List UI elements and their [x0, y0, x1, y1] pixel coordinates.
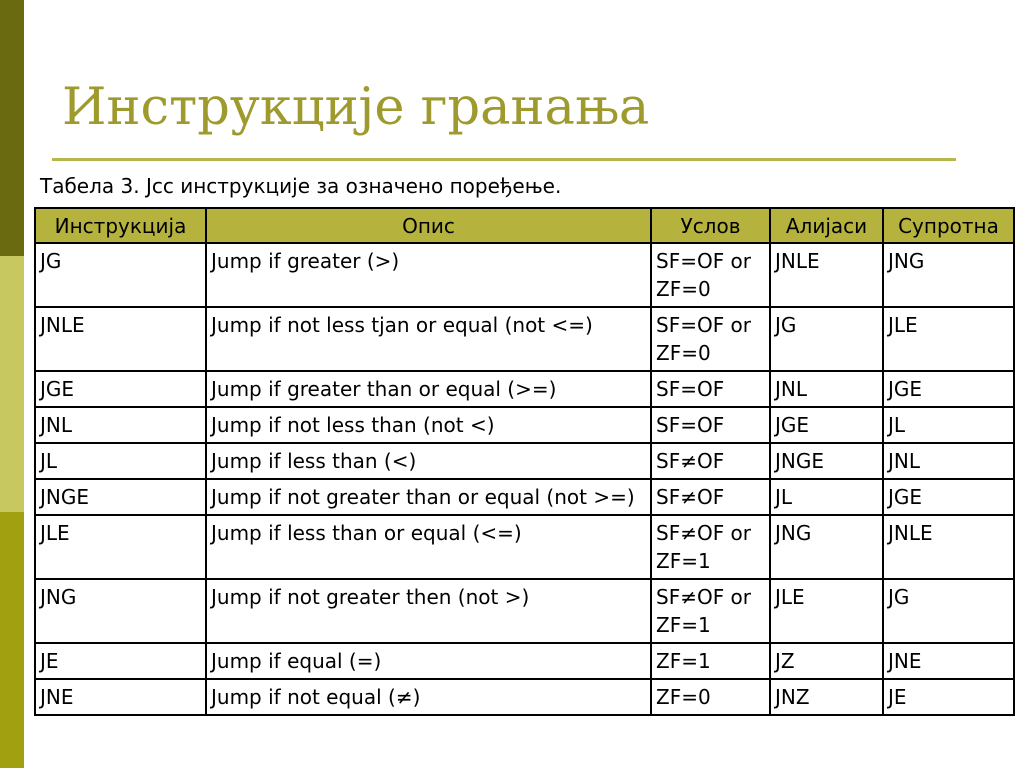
cell-description: Jump if equal (=): [206, 643, 651, 679]
cell-alias: JZ: [770, 643, 883, 679]
cell-opposite: JLE: [883, 307, 1014, 371]
cell-alias: JNG: [770, 515, 883, 579]
table-row: [35, 307, 1014, 371]
cell-description: Jump if greater than or equal (>=): [206, 371, 651, 407]
cell-instruction: JE: [35, 643, 206, 679]
cell-description: Jump if less than or equal (<=): [206, 515, 651, 579]
cell-condition: ZF=0: [651, 679, 770, 715]
cell-description: Jump if less than (<): [206, 443, 651, 479]
cell-opposite: JNLE: [883, 515, 1014, 579]
cell-opposite: JGE: [883, 479, 1014, 515]
header-condition: Услов: [651, 208, 770, 243]
cell-description: Jump if not greater than or equal (not >=): [206, 479, 651, 515]
cell-description: Jump if not less tjan or equal (not <=): [206, 307, 651, 371]
cell-condition: SF≠OF: [651, 443, 770, 479]
table-row: [35, 407, 1014, 443]
cell-instruction: JNLE: [35, 307, 206, 371]
header-description: Опис: [206, 208, 651, 243]
cell-instruction: JLE: [35, 515, 206, 579]
cell-alias: JGE: [770, 407, 883, 443]
cell-opposite: JNE: [883, 643, 1014, 679]
cell-instruction: JG: [35, 243, 206, 307]
table-body: [35, 243, 1014, 715]
table-row: [35, 479, 1014, 515]
cell-condition: SF=OF: [651, 407, 770, 443]
cell-instruction: JNG: [35, 579, 206, 643]
table-row: [35, 643, 1014, 679]
cell-instruction: JNL: [35, 407, 206, 443]
table-header-row: [35, 208, 1014, 243]
cell-description: Jump if not greater then (not >): [206, 579, 651, 643]
header-opposite: Супротна: [883, 208, 1014, 243]
cell-alias: JNZ: [770, 679, 883, 715]
cell-condition: SF=OF or ZF=0: [651, 307, 770, 371]
side-stripe-bottom: [0, 512, 24, 768]
jcc-instructions-table: [34, 207, 1015, 716]
cell-condition: SF=OF or ZF=0: [651, 243, 770, 307]
table-row: [35, 515, 1014, 579]
cell-alias: JNLE: [770, 243, 883, 307]
side-stripe-middle: [0, 256, 24, 512]
table-row: [35, 579, 1014, 643]
cell-alias: JNL: [770, 371, 883, 407]
cell-condition: SF≠OF or ZF=1: [651, 579, 770, 643]
cell-condition: ZF=1: [651, 643, 770, 679]
cell-condition: SF≠OF or ZF=1: [651, 515, 770, 579]
cell-opposite: JNL: [883, 443, 1014, 479]
cell-opposite: JE: [883, 679, 1014, 715]
cell-description: Jump if not equal (≠): [206, 679, 651, 715]
header-aliases: Алијаси: [770, 208, 883, 243]
cell-opposite: JL: [883, 407, 1014, 443]
cell-instruction: JNE: [35, 679, 206, 715]
cell-description: Jump if not less than (not <): [206, 407, 651, 443]
side-stripe-top: [0, 0, 24, 256]
cell-opposite: JNG: [883, 243, 1014, 307]
slide-title: Инструкције гранања: [62, 78, 650, 137]
table-row: [35, 679, 1014, 715]
cell-alias: JL: [770, 479, 883, 515]
cell-alias: JLE: [770, 579, 883, 643]
header-instruction: Инструкција: [35, 208, 206, 243]
table-row: [35, 371, 1014, 407]
cell-instruction: JNGE: [35, 479, 206, 515]
table-caption: Табела 3. Jcc инструкције за означено поређење.: [40, 174, 562, 198]
cell-instruction: JGE: [35, 371, 206, 407]
cell-condition: SF≠OF: [651, 479, 770, 515]
table-row: [35, 243, 1014, 307]
cell-alias: JNGE: [770, 443, 883, 479]
cell-opposite: JG: [883, 579, 1014, 643]
cell-opposite: JGE: [883, 371, 1014, 407]
title-underline: [52, 158, 956, 161]
cell-alias: JG: [770, 307, 883, 371]
table-row: [35, 443, 1014, 479]
cell-instruction: JL: [35, 443, 206, 479]
cell-description: Jump if greater (>): [206, 243, 651, 307]
cell-condition: SF=OF: [651, 371, 770, 407]
